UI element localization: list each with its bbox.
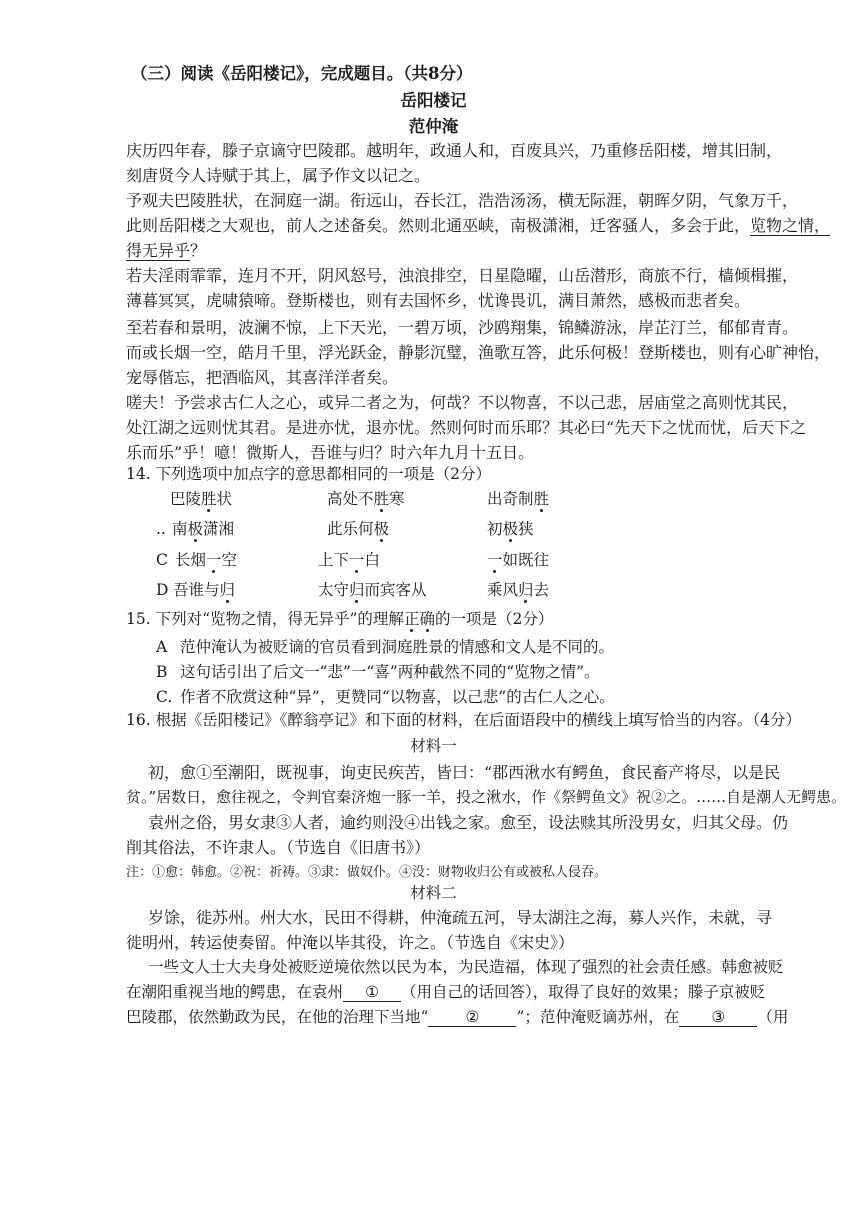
- q14-option-label: ..: [156, 520, 166, 538]
- answer-blank-2[interactable]: ②: [428, 1010, 516, 1027]
- essay-line: 至若春和景明，波澜不惊，上下天光，一碧万顷，沙鸥翔集，锦鳞游泳，岸芷汀兰，郁郁青青。: [126, 318, 799, 337]
- essay-line: [126, 243, 206, 259]
- section-title: （三）阅读《岳阳楼记》，完成题目。（共8分）: [131, 64, 473, 83]
- question-stem: 15. 下列对“览物之情，得无异乎”的理解正确的一项是（2分）: [126, 610, 554, 628]
- material-line: 袁州之俗，男女隶③人者，逾约则没④出钱之家。愈至，设法赎其所没男女，归其父母。仍: [148, 813, 789, 832]
- fill-paragraph-line: 在潮阳重视当地的鳄患，在袁州 ① （用自己的话回答），取得了良好的效果；滕子京被贬: [126, 983, 766, 1001]
- answer-blank-1[interactable]: ①: [343, 985, 401, 1002]
- q14-option-a-1: 巴陵胜状: [170, 490, 233, 508]
- option-text: 这句话引出了后文一“悲”一“喜”两种截然不同的“览物之情”。: [180, 663, 600, 681]
- essay-line: [126, 218, 830, 234]
- q14-option-b-2: 此乐何极: [327, 520, 390, 538]
- material-line: 削其俗法，不许隶人。（节选自《旧唐书》）: [126, 838, 431, 857]
- option-text: 范仲淹认为被贬谪的官员看到洞庭胜景的情感和文人是不同的。: [180, 638, 615, 656]
- q14-option-d-1: 吾谁与归: [173, 581, 236, 599]
- material-line: 岁馀，徙苏州。州大水，民田不得耕，仲淹疏五河，导太湖注之海，募人兴作，未就，寻: [148, 908, 773, 927]
- essay-line: 予观夫巴陵胜状，在洞庭一湖。衔远山，吞长江，浩浩汤汤，横无际涯，朝晖夕阴，气象万千，: [126, 191, 799, 210]
- essay-line: 处江湖之远则忧其君。是进亦忧，退亦忧。然则何时而乐耶？其必曰“先天下之忧而忧，后天下之: [126, 418, 807, 437]
- q14-option-d-3: 乘风归去: [487, 581, 550, 599]
- q15-option-c: [156, 690, 615, 706]
- q15-option-b: [156, 665, 600, 681]
- essay-line: 若夫淫雨霏霏，连月不开，阴风怒号，浊浪排空，日星隐曜，山岳潜形，商旅不行，樯倾楫摧，: [126, 266, 799, 285]
- essay-title: 岳阳楼记: [400, 91, 467, 110]
- q14-option-d-2: 太守归而宾客从: [318, 581, 427, 599]
- q14-option-a-3: 出奇制胜: [487, 490, 550, 508]
- essay-text: ？: [190, 241, 207, 260]
- essay-line: 而或长烟一空，皓月千里，浮光跃金，静影沉璧，渔歌互答，此乐何极！登斯楼也，则有心旷神怡，: [126, 343, 831, 362]
- q14-option-label: C: [156, 551, 168, 569]
- essay-line: 庆历四年春，滕子京谪守巴陵郡。越明年，政通人和，百废具兴，乃重修岳阳楼，增其旧制，: [126, 141, 783, 160]
- fill-paragraph-line: 一些文人士大夫身处被贬逆境依然以民为本，为民造福，体现了强烈的社会责任感。韩愈被贬: [148, 958, 784, 976]
- q14-option-b-3: 初极狭: [487, 520, 534, 538]
- material-2-title: 材料二: [410, 884, 457, 902]
- q14-option-c-3: 一如既往: [487, 551, 550, 569]
- q14-option-a-2: 高处不胜寒: [327, 490, 405, 508]
- answer-blank-3[interactable]: ③: [679, 1010, 757, 1027]
- material-line: 初，愈①至潮阳，既视事，询吏民疾苦，皆曰：“郡西湫水有鳄鱼，食民畜产将尽，以是民: [148, 763, 781, 782]
- essay-line: 宠辱偕忘，把酒临风，其喜洋洋者矣。: [126, 368, 399, 387]
- option-label: C.: [156, 688, 173, 706]
- q14-option-b-1: 南极潇湘: [172, 520, 235, 538]
- q14-option-c-1: 长烟一空: [175, 551, 238, 569]
- material-line: 贫。”居数日，愈往视之，令判官秦济炮一豚一羊，投之湫水，作《祭鳄鱼文》祝②之。……自是潮人无鳄患。: [126, 788, 847, 806]
- material-1-title: 材料一: [410, 737, 457, 755]
- underlined-text: 览物之情，: [750, 216, 831, 235]
- option-label: A: [156, 638, 168, 656]
- fill-paragraph-line: 巴陵郡，依然勤政为民，在他的治理下当地“ ② ”；范仲淹贬谪苏州，在 ③ （用: [126, 1008, 789, 1026]
- material-line: 徙明州，转运使奏留。仲淹以毕其役，许之。（节选自《宋史》）: [126, 933, 575, 952]
- q14-option-label: D: [156, 581, 169, 599]
- essay-line: 刻唐贤今人诗赋于其上，属予作文以记之。: [126, 166, 431, 185]
- essay-line: 嗟夫！予尝求古仁人之心，或异二者之为，何哉？不以物喜，不以己悲，居庙堂之高则忧其民，: [126, 393, 799, 412]
- option-text: 作者不欣赏这种“异”，更赞同“以物喜，以己悲”的古仁人之心。: [180, 688, 615, 706]
- q14-option-c-2: 上下一白: [318, 551, 381, 569]
- q15-option-a: [156, 640, 614, 656]
- essay-line: 薄暮冥冥，虎啸猿啼。登斯楼也，则有去国怀乡，忧谗畏讥，满目萧然，感极而悲者矣。: [126, 291, 751, 310]
- essay-text: 此则岳阳楼之大观也，前人之述备矣。然则北通巫峡，南极潇湘，迁客骚人，多会于此，: [126, 216, 751, 235]
- material-notes: 注：①愈：韩愈。②祝：祈祷。③隶：做奴仆。④没：财物收归公有或被私人侵吞。: [126, 865, 608, 880]
- option-label: B: [156, 663, 168, 681]
- question-stem: 14. 下列选项中加点字的意思都相同的一项是（2分）: [126, 465, 491, 483]
- question-stem: 16. 根据《岳阳楼记》《醉翁亭记》和下面的材料，在后面语段中的横线上填写恰当的内容。（4分）: [126, 711, 801, 729]
- underlined-text: 得无异乎: [126, 241, 191, 260]
- essay-author: 范仲淹: [408, 117, 459, 136]
- essay-line: 乐而乐”乎！噫！微斯人，吾谁与归？时六年九月十五日。: [126, 443, 535, 462]
